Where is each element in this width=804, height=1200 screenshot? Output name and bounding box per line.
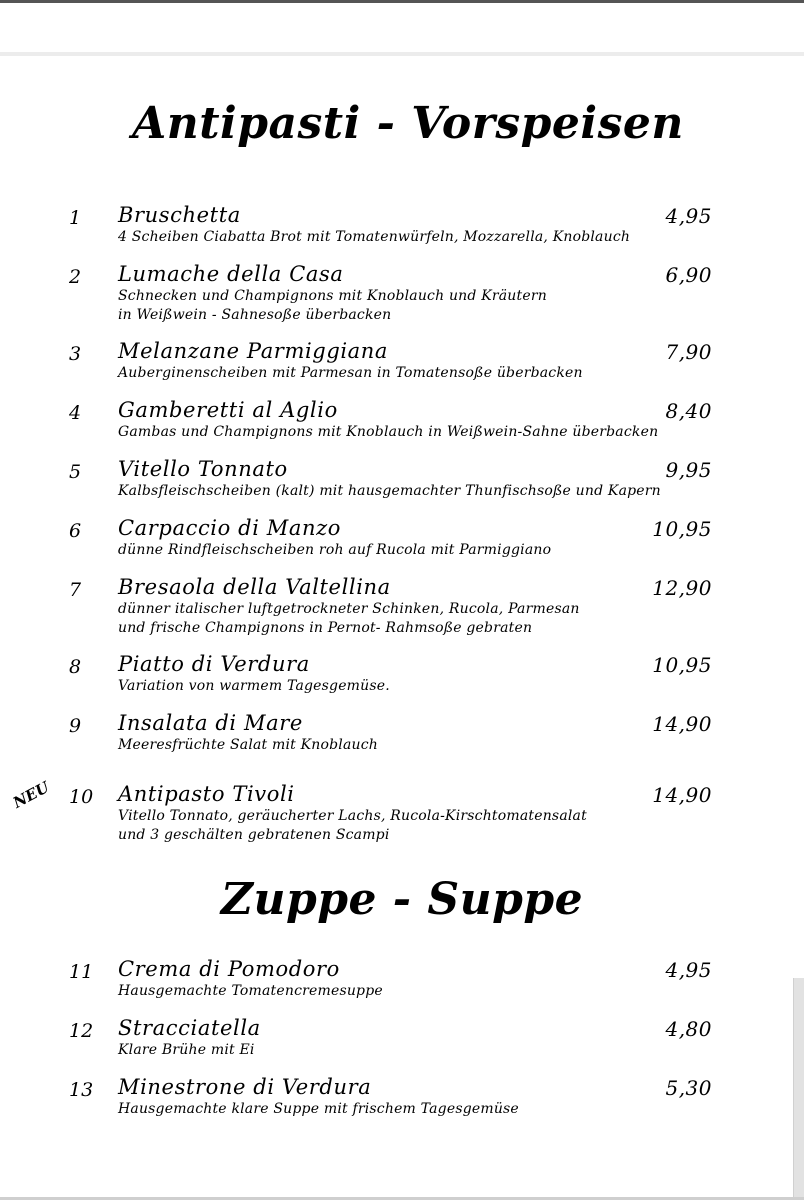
item-description [118,482,661,501]
item-name: Vitello Tonnato [118,457,288,481]
section-title-antipasti: Antipasti - Vorspeisen [132,98,684,149]
item-description [118,1100,519,1119]
item-price: 10,95 [652,653,712,677]
item-number: 11 [69,961,94,983]
description-line: in Weißwein - Sahnesoße überbacken [118,307,392,323]
item-price: 6,90 [665,263,712,287]
item-description [118,736,378,755]
item-number: 3 [69,343,82,365]
item-price: 10,95 [652,517,712,541]
item-price: 5,30 [665,1076,712,1100]
item-price: 14,90 [652,712,712,736]
item-name: Minestrone di Verdura [118,1075,372,1099]
item-price: 4,95 [665,958,712,982]
item-price: 7,90 [665,340,712,364]
description-line: und frische Champignons in Pernot- Rahmsoße gebraten [118,620,533,636]
item-description [118,982,383,1001]
item-number: 12 [69,1020,94,1042]
item-name: Crema di Pomodoro [118,957,340,981]
item-price: 12,90 [652,576,712,600]
item-name: Insalata di Mare [118,711,303,735]
item-description [118,677,390,696]
description-line: Meeresfrüchte Salat mit Knoblauch [118,737,379,753]
item-name: Bresaola della Valtellina [118,575,391,599]
item-name: Stracciatella [118,1016,261,1040]
item-number: 7 [69,579,82,601]
item-name: Gamberetti al Aglio [118,398,338,422]
item-name: Melanzane Parmiggiana [118,339,389,363]
item-price: 4,80 [665,1017,712,1041]
item-description [118,1041,255,1060]
item-number: 5 [69,461,82,483]
item-number: 8 [69,656,82,678]
description-line: Gambas und Champignons mit Knoblauch in Weißwein-Sahne überbacken [118,424,659,440]
new-badge: NEU [10,778,53,812]
item-description [118,541,551,560]
description-line: 4 Scheiben Ciabatta Brot mit Tomatenwürfeln, Mozzarella, Knoblauch [118,229,631,245]
item-description [118,287,547,325]
description-line: dünne Rindfleischscheiben roh auf Rucola mit Parmiggiano [118,542,552,558]
item-name: Carpaccio di Manzo [118,516,342,540]
item-description [118,364,583,383]
item-price: 4,95 [665,204,712,228]
item-name: Bruschetta [118,203,241,227]
description-line: Kalbsfleischscheiben (kalt) mit hausgemachter Thunfischsoße und Kapern [118,483,661,499]
description-line: Klare Brühe mit Ei [118,1042,255,1058]
description-line: Variation von warmem Tagesgemüse. [118,678,390,694]
item-name: Antipasto Tivoli [118,782,295,806]
description-line: Vitello Tonnato, geräucherter Lachs, Rucola-Kirschtomatensalat [118,808,587,824]
description-line: Hausgemachte klare Suppe mit frischem Tagesgemüse [118,1101,519,1117]
page-divider [0,52,804,56]
item-number: 4 [69,402,82,424]
item-name: Piatto di Verdura [118,652,310,676]
item-description [118,423,658,442]
item-price: 14,90 [652,783,712,807]
item-price: 8,40 [665,399,712,423]
item-number: 6 [69,520,82,542]
item-name: Lumache della Casa [118,262,344,286]
item-price: 9,95 [665,458,712,482]
item-number: 9 [69,715,82,737]
item-number: 2 [69,266,82,288]
next-page-edge [793,978,804,1198]
description-line: Hausgemachte Tomatencremesuppe [118,983,383,999]
description-line: dünner italischer luftgetrockneter Schinken, Rucola, Parmesan [118,601,580,617]
item-description [118,228,630,247]
section-title-zuppe: Zuppe - Suppe [220,874,584,925]
item-description [118,807,587,845]
item-number: 1 [69,207,82,229]
description-line: Schnecken und Champignons mit Knoblauch und Kräutern [118,288,547,304]
item-number: 13 [69,1079,94,1101]
item-description [118,600,580,638]
description-line: Auberginenscheiben mit Parmesan in Tomatensoße überbacken [118,365,583,381]
description-line: und 3 geschälten gebratenen Scampi [118,827,390,843]
item-number: 10 [69,786,94,808]
